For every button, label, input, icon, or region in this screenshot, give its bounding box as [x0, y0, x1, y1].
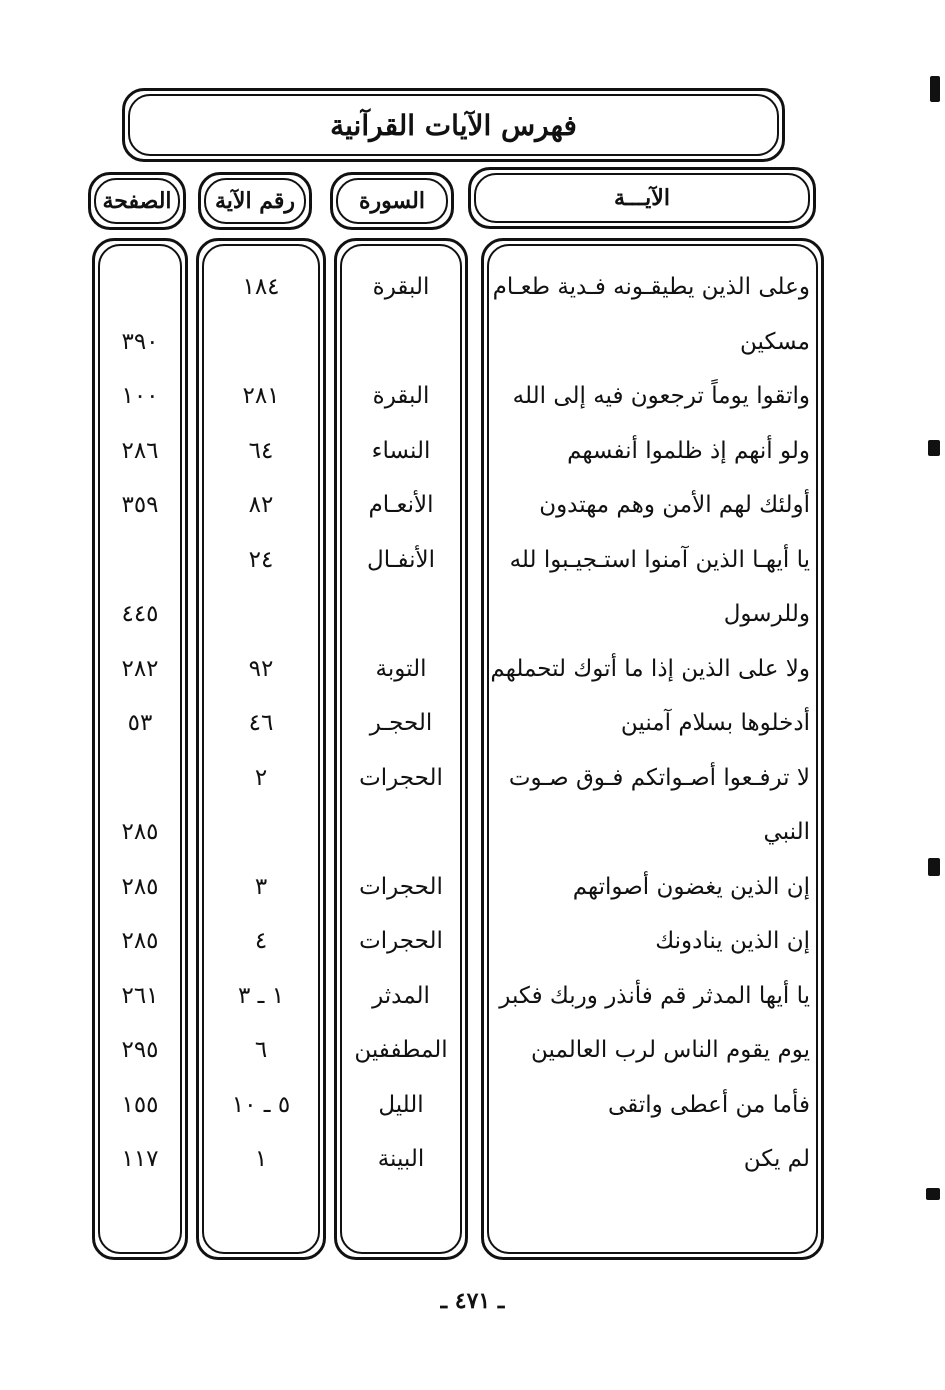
- scan-mark: [928, 858, 940, 876]
- aya-text: ولا على الذين إذا ما أتوك لتحملهم: [490, 655, 810, 682]
- title-frame: [122, 88, 785, 162]
- header-sura: [330, 172, 454, 230]
- page-ref: ١٠٠: [121, 383, 159, 409]
- page-ref: ٢٨٢: [121, 655, 159, 682]
- table-row: [0, 1023, 945, 1078]
- table-row: [0, 914, 945, 969]
- sura-name: الحجرات: [359, 764, 443, 791]
- sura-name: الليل: [378, 1091, 424, 1118]
- aya-number: ٢٨١: [242, 383, 280, 409]
- page-ref: ٣٩٠: [121, 328, 159, 355]
- table-row: [0, 805, 945, 860]
- aya-text: أولئك لهم الأمن وهم مهتدون: [539, 492, 810, 518]
- sura-name: [345, 587, 457, 642]
- aya-number: ٢: [254, 764, 268, 791]
- sura-name: البقرة: [372, 383, 430, 409]
- scan-mark: [928, 440, 940, 456]
- sura-name: البقرة: [372, 274, 430, 300]
- aya-number: ٤٦: [248, 710, 274, 736]
- aya-number: [208, 805, 314, 860]
- aya-number: ٢٤: [248, 546, 274, 573]
- page-ref: ٣٥٩: [121, 492, 159, 518]
- header-aya-number: [198, 172, 312, 230]
- aya-text: أدخلوها بسلام آمنين: [620, 710, 810, 736]
- sura-name: الحجرات: [359, 928, 443, 954]
- page-ref: ٢٨٥: [121, 928, 159, 954]
- sura-name: الأنعـام: [368, 492, 434, 518]
- sura-name: [345, 805, 457, 860]
- page-ref: [100, 751, 180, 806]
- page-ref: [100, 260, 180, 315]
- sura-name: [345, 315, 457, 370]
- header-page-label: الصفحة: [102, 188, 172, 214]
- aya-number: ٣: [254, 873, 268, 900]
- aya-text: إن الذين يغضون أصواتهم: [572, 873, 810, 900]
- aya-number: ٩٢: [248, 655, 274, 682]
- sura-name: الحجرات: [359, 873, 443, 900]
- aya-number: ١ ـ ٣: [237, 982, 285, 1009]
- table-row: [0, 860, 945, 915]
- page-ref: ١١٧: [121, 1146, 159, 1172]
- page-ref: ٤٤٥: [121, 601, 159, 627]
- page-ref: ٥٣: [127, 710, 153, 736]
- sura-name: النساء: [371, 437, 431, 464]
- page-ref: [100, 533, 180, 588]
- page-title: فهرس الآيات القرآنية: [330, 108, 577, 142]
- page-ref: ٢٦١: [121, 982, 159, 1009]
- aya-text: مسكين: [740, 328, 810, 355]
- table-row: [0, 260, 945, 315]
- aya-number: ٦: [254, 1037, 268, 1063]
- page-ref: ٢٨٦: [121, 437, 159, 464]
- page-ref: ٢٨٥: [121, 819, 159, 845]
- scan-mark: [930, 76, 940, 102]
- aya-text: يوم يقوم الناس لرب العالمين: [531, 1037, 810, 1063]
- sura-name: المطففين: [354, 1037, 448, 1063]
- table-row: [0, 1132, 945, 1187]
- aya-text: إن الذين ينادونك: [655, 928, 810, 954]
- aya-text: لم يكن: [743, 1146, 810, 1172]
- sura-name: الحجـر: [369, 710, 433, 736]
- page-ref: ٢٨٥: [121, 873, 159, 900]
- table-row: [0, 696, 945, 751]
- aya-text: وعلى الذين يطيقـونه فـدية طعـام: [492, 274, 810, 300]
- table-row: [0, 1078, 945, 1133]
- aya-text: فأما من أعطى واتقى: [608, 1091, 810, 1118]
- aya-text: يا أيها المدثر قم فأنذر وربك فكبر: [499, 982, 810, 1009]
- table-row: [0, 751, 945, 806]
- header-page: [88, 172, 186, 230]
- aya-text: يا أيهـا الذين آمنوا استـجيـبوا لله: [509, 546, 810, 573]
- aya-number: ٥ ـ ١٠: [231, 1091, 291, 1118]
- aya-number: ٦٤: [248, 437, 274, 464]
- page-ref: ١٥٥: [121, 1091, 159, 1118]
- header-aya: [468, 167, 816, 229]
- aya-number: [208, 587, 314, 642]
- aya-number: ١٨٤: [242, 274, 280, 300]
- sura-name: البينة: [377, 1146, 425, 1172]
- header-aya-number-label: رقم الآية: [214, 188, 296, 214]
- aya-text: واتقوا يوماً ترجعون فيه إلى الله: [512, 383, 810, 409]
- table-row: [0, 315, 945, 370]
- aya-number: ١: [254, 1146, 268, 1172]
- aya-number: ٤: [254, 928, 268, 954]
- aya-text: ولو أنهم إذ ظلموا أنفسهم: [567, 437, 810, 464]
- sura-name: التوبة: [375, 655, 427, 682]
- header-sura-label: السورة: [359, 188, 425, 214]
- sura-name: الأنفـال: [366, 546, 435, 573]
- aya-number: ٨٢: [248, 492, 274, 518]
- table-row: [0, 533, 945, 588]
- table-row: [0, 424, 945, 479]
- aya-number: [208, 315, 314, 370]
- table-row: [0, 478, 945, 533]
- aya-text: لا ترفـعوا أصـواتكم فـوق صـوت: [508, 764, 810, 791]
- index-table: [0, 260, 945, 1187]
- table-row: [0, 369, 945, 424]
- page-number: ـ ٤٧١ ـ: [440, 1288, 505, 1314]
- aya-text: النبي: [763, 819, 810, 845]
- page-ref: ٢٩٥: [121, 1037, 159, 1063]
- sura-name: المدثر: [372, 982, 430, 1009]
- scan-mark: [926, 1188, 940, 1200]
- table-row: [0, 969, 945, 1024]
- aya-text: وللرسول: [723, 601, 810, 627]
- table-row: [0, 642, 945, 697]
- table-row: [0, 587, 945, 642]
- header-aya-label: الآيـــة: [614, 185, 670, 211]
